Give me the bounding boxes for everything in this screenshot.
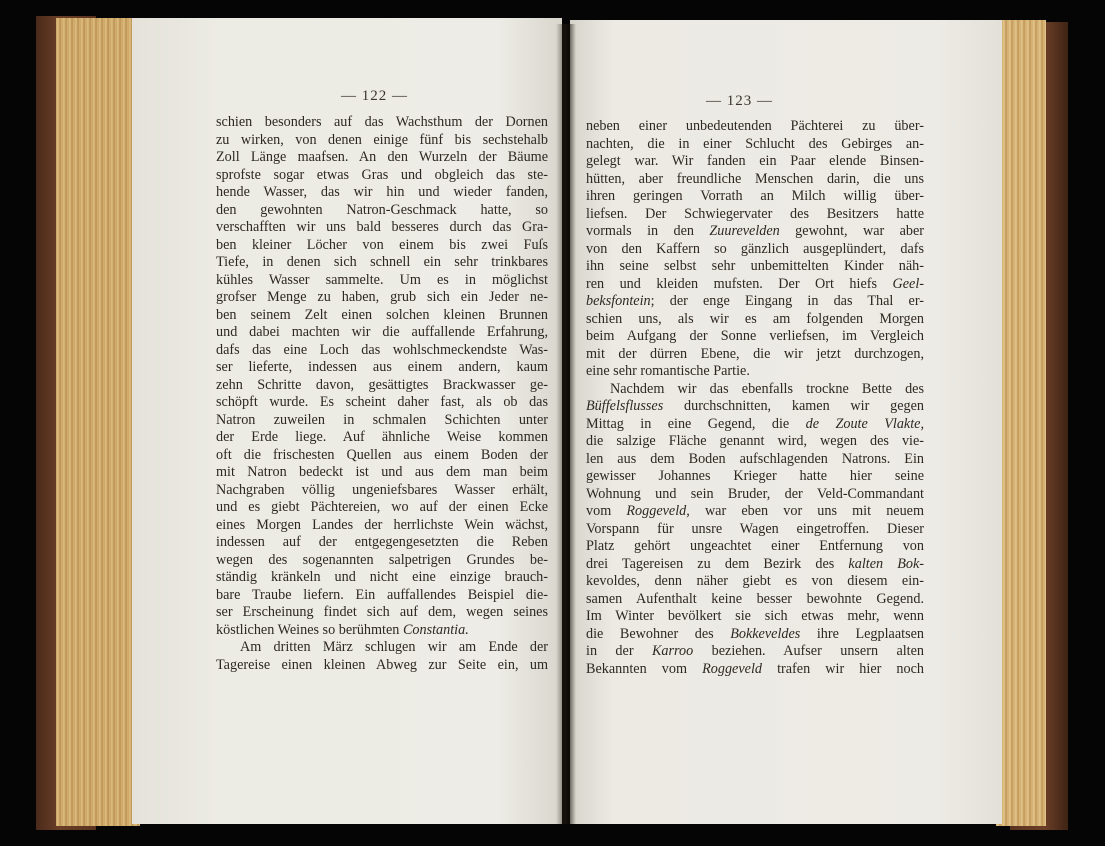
- text-fragment: durchschnitten, kamen wir gegen: [684, 398, 924, 414]
- text-line: verschafften wir uns bald besseres durch das Gra-: [216, 219, 548, 235]
- italic-place-name: Roggeveld: [702, 660, 762, 677]
- text-fragment: war eben vor uns mit neuem: [704, 503, 924, 519]
- text-line: [586, 626, 924, 644]
- text-line: ben kleiner Löcher von einem bis zwei Fuſs: [216, 236, 548, 253]
- text-line: Im Winter bevölkert sie sich etwas mehr, wenn: [586, 608, 924, 624]
- text-line: [586, 416, 924, 434]
- italic-place-name: Zuurevelden: [709, 223, 780, 239]
- text-line: indessen auf der entgegengesetzten die Reben: [216, 534, 548, 550]
- text-line: schien uns, als wir es am folgenden Morgen: [586, 310, 924, 327]
- text-line: zehn Schritte davon, gesättigtes Brackwasser ge-: [216, 376, 548, 393]
- text-line: ständig kränkeln und nicht eine einzige brauch-: [216, 569, 548, 585]
- text-line: und es giebt Pächtereien, wo auf der einen Ecke: [216, 499, 548, 515]
- text-line: len aus dem Boden aufschlagenden Natrons. Ein: [586, 450, 924, 467]
- text-fragment: Bekannten vom: [586, 660, 687, 677]
- text-line: die salzige Fläche genannt wird, wegen des vie-: [586, 433, 924, 449]
- page-number-left: — 122 —: [341, 88, 408, 104]
- text-line: hende Wasser, das wir hin und wieder fanden,: [216, 184, 548, 200]
- text-line: samen Aufenthalt keine besser bewohnte Gegend.: [586, 590, 924, 607]
- paragraph-start-line: Am dritten März schlugen wir am Ende der: [240, 639, 548, 655]
- text-line: Nachgraben völlig ungeniefsbares Wasser erhält,: [216, 481, 548, 498]
- page-edges-right: [996, 20, 1046, 826]
- text-line: wegen des sogenannten salpetrigen Grundes be-: [216, 551, 548, 568]
- text-line: neben einer unbedeutenden Pächterei zu über-: [586, 118, 924, 134]
- text-line: nachten, die in einer Schlucht des Gebirges an-: [586, 135, 924, 152]
- text-line: zu wirken, von denen einige fünf bis sechstehalb: [216, 131, 548, 148]
- text-fragment: gewohnt, war aber: [795, 223, 924, 239]
- text-line: ser Erscheinung findet sich auf dem, wegen seines: [216, 604, 548, 620]
- text-fragment: der enge Eingang in das Thal er-: [669, 293, 924, 309]
- text-line: Tiefe, in denen sich schnell ein sehr trinkbares: [216, 254, 548, 270]
- text-fragment: ren und kleiden mufsten. Der Ort hiefs: [586, 275, 878, 292]
- text-fragment: vom: [586, 503, 612, 519]
- text-line: Vorspann für unsre Wagen eingetroffen. Dieser: [586, 520, 924, 537]
- text-fragment: köstlichen Weines so berühmten: [216, 621, 400, 638]
- italic-place-name: Bokkeveldes: [730, 625, 801, 642]
- text-line: [586, 223, 924, 241]
- text-fragment: ihre Legplaatsen: [816, 625, 924, 642]
- text-line: mit Natron bedeckt ist und aus dem man beim: [216, 464, 548, 480]
- italic-place-name: kalten Bok-: [848, 555, 924, 572]
- right-page-text: [586, 118, 924, 678]
- paragraph-start-line: Nachdem wir das ebenfalls trockne Bette des: [610, 380, 924, 397]
- text-line: [586, 503, 924, 521]
- text-line: sprofste sogar etwas Gras und obgleich das ste-: [216, 166, 548, 183]
- text-line: Zoll Länge maafsen. An den Wurzeln der Bäume: [216, 149, 548, 165]
- text-line: [586, 398, 924, 416]
- text-line: schöpft wurde. Es scheint daher fast, als ob das: [216, 394, 548, 410]
- italic-place-name: Roggeveld,: [626, 503, 690, 519]
- text-line: eines Morgen Landes der herrlichste Wein wächst,: [216, 516, 548, 533]
- text-line: dafs das eine Loch das wohlschmeckendste Was-: [216, 341, 548, 358]
- italic-place-name: Constantia.: [402, 621, 469, 638]
- text-line: beksfontein; der enge Eingang in das Thal er-: [586, 293, 924, 309]
- text-line: kevoldes, denn näher giebt es von diesem ein-: [586, 573, 924, 589]
- text-line: eine sehr romantische Partie.: [586, 363, 750, 379]
- text-line: von den Kaffern so gänzlich ausgeplündert, dafs: [586, 240, 924, 257]
- text-line: ben seinem Zelt einen solchen kleinen Brunnen: [216, 306, 548, 323]
- text-fragment: die Bewohner des: [586, 625, 714, 642]
- italic-place-name: Geel-: [892, 275, 924, 292]
- text-line: der Erde liege. Auf ähnliche Weise kommen: [216, 429, 548, 445]
- text-line: gewisser Johannes Krieger hatte hier seine: [586, 468, 924, 484]
- text-line: Natron zuweilen in schmalen Schichten unter: [216, 411, 548, 428]
- text-fragment: in der: [586, 643, 634, 659]
- text-line: [586, 643, 924, 661]
- text-line: beim Aufgang der Sonne verliefsen, im Vergleich: [586, 328, 924, 344]
- text-line: den gewohnten Natron-Geschmack hatte, so: [216, 201, 548, 218]
- italic-place-name: beksfontein: [586, 293, 651, 309]
- text-line: grofser Menge zu haben, grub sich ein Jeder ne-: [216, 289, 548, 305]
- book-gutter: [556, 24, 576, 824]
- text-line: hütten, aber freundliche Menschen darin, die uns: [586, 170, 924, 187]
- text-line: und dabei machten wir die auffallende Erfahrung,: [216, 324, 548, 340]
- text-line: schien besonders auf das Wachsthum der Dornen: [216, 114, 548, 130]
- text-fragment: drei Tagereisen zu dem Bezirk des: [586, 555, 835, 572]
- text-line: Tagereise einen kleinen Abweg zur Seite ein, um: [216, 656, 548, 673]
- italic-place-name: Karroo: [651, 643, 694, 659]
- text-line: [586, 661, 924, 679]
- text-fragment: vormals in den: [586, 223, 694, 239]
- italic-place-name: Büffelsflusses: [586, 398, 664, 414]
- page-number-right: — 123 —: [706, 93, 773, 109]
- text-line: [586, 556, 924, 574]
- text-line: mit der dürren Ebene, die wir jetzt durchzogen,: [586, 345, 924, 362]
- text-line: Wohnung und sein Bruder, der Veld-Commandant: [586, 485, 924, 502]
- text-line: gelegt war. Wir fanden ein Paar elende Binsen-: [586, 153, 924, 169]
- italic-place-name: de Zoute Vlakte,: [805, 415, 924, 432]
- text-line: ihn seine selbst sehr unbemittelten Kinder näh-: [586, 258, 924, 274]
- text-line: oft die frischesten Quellen aus einem Boden der: [216, 446, 548, 463]
- left-page-text: [216, 114, 548, 674]
- text-line: kühles Wasser sammelte. Um es in möglichst: [216, 271, 548, 288]
- text-line: liefsen. Der Schwiegervater des Besitzers hatte: [586, 205, 924, 222]
- text-line: [586, 276, 924, 294]
- text-fragment: Mittag in eine Gegend, die: [586, 415, 790, 432]
- text-fragment: beziehen. Aufser unsern alten: [711, 643, 924, 659]
- text-line: ihren geringen Vorrath an Milch willig über-: [586, 188, 924, 204]
- text-line: Platz gehört ungeachtet einer Entfernung von: [586, 538, 924, 554]
- text-fragment: trafen wir hier noch: [777, 660, 924, 677]
- text-line: [216, 622, 548, 640]
- text-line: bare Traube liefern. Ein auffallendes Beispiel die-: [216, 586, 548, 603]
- text-line: ser lieferte, indessen aus einem andern, kaum: [216, 359, 548, 375]
- page-edges-left: [56, 18, 140, 826]
